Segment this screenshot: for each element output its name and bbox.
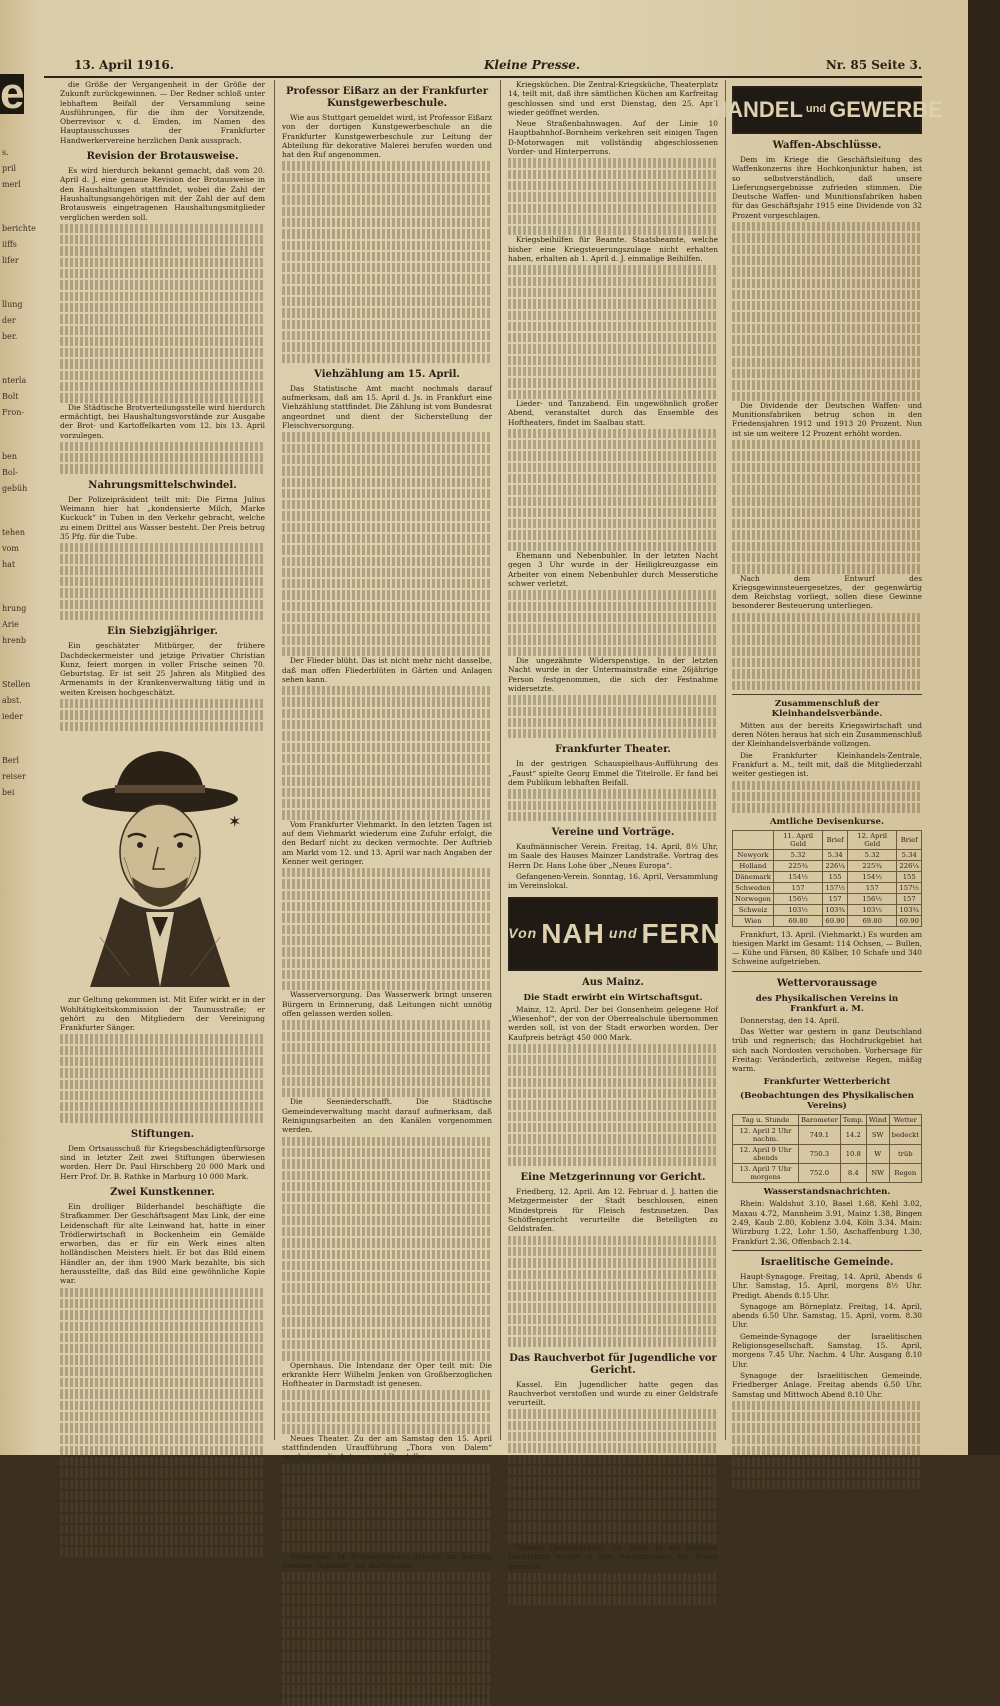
table-cell: 225¾ <box>847 860 896 871</box>
article-text: Die Dividende der Deutschen Waffen- und Munitionsfabriken betrug schon in den Friedensjahren 1912 und 1913 20 Prozent. Nun ist sie um weitere 12 Prozent erhöht worden. <box>732 400 922 438</box>
adjacent-page-fragment: iiffs <box>2 240 17 249</box>
adjacent-page-fragment: merl <box>2 180 21 189</box>
article-text: Mainz, 12. April. Der bei Gonsenheim gelegene Hof „Wiesenhof“, der von der Oberrealschule übernommen werden soll, ist von der Stadt erworben worden. Der Kaufpreis beträgt 450 000 Mark. <box>508 1004 718 1042</box>
table-cell: 226¼ <box>897 860 922 871</box>
column-1 <box>60 80 265 1440</box>
article-headline: Nahrungsmittelschwindel. <box>88 479 237 491</box>
adjacent-page-fragment: Stellen <box>2 680 31 689</box>
article-text: Mitten aus der bereits Kriegswirtschaft und deren Nöten heraus hat sich ein Zusammenschluß der Kleinhandelsverbände vollzogen. <box>732 720 922 749</box>
table-cell: 156½ <box>773 893 822 904</box>
article-text: Neues Theater. Zu der am Samstag den 15. April stattfindenden Uraufführung „Thora von Dalem“ erscheinen die Autoren und Darsteller. <box>282 1433 492 1462</box>
column-rule <box>500 80 501 1440</box>
table-cell: 157½ <box>823 882 848 893</box>
table-cell: 750.3 <box>798 1145 840 1164</box>
adjacent-page-fragment: nterla <box>2 376 27 385</box>
table-cell: Schweden <box>733 882 774 893</box>
article-text: Nach dem Entwurf des Kriegsgewinnsteuergesetzes, der gegenwärtig dem Reichstag vorliegt, sollen diese Gewinne besonderer Besteuerung unterliegen. <box>732 573 922 611</box>
article-text: Die ungezähmte Widerspenstige. In der letzten Nacht wurde in der Untermainstraße eine 26jährige Person festgenommen, die sich der Festnahme widersetzte. <box>508 656 718 693</box>
banner-word: FERN <box>641 918 722 950</box>
banner-word: NAH <box>541 918 605 950</box>
adjacent-page-fragment: vom <box>2 544 19 553</box>
article-text: Kaufmännischer Verein. Freitag, 14. April, 8½ Uhr, im Saale des Hauses Mainzer Landstraße. Vortrag des Herrn Dr. Hans Lohe über „Neues Europa“. <box>508 842 718 870</box>
article-headline: Revision der Brotausweise. <box>86 151 239 163</box>
article-text: Gefangenen-Verein. Sonntag, 16. April, Versammlung im Vereinslokal. <box>508 872 718 891</box>
table-cell: 157 <box>847 882 896 893</box>
table-cell: 8.4 <box>840 1164 866 1183</box>
issue-date: 13. April 1916. <box>74 58 174 72</box>
adjacent-page-fragment: Arie <box>2 620 19 629</box>
adjacent-page-fragment: gebüh <box>2 484 28 493</box>
article-text: zur Geltung gekommen ist. Mit Eifer wirkt er in der Wohltätigkeitskommission der Taunusstraße; er gehört zu den Mitgliedern der Vereinigung Frankfurter Sänger. <box>60 995 265 1033</box>
weather-table <box>732 1114 922 1183</box>
issue-page-number: Nr. 85 Seite 3. <box>825 58 922 72</box>
table-cell: Regen <box>889 1164 921 1183</box>
table-cell: 5.32 <box>773 849 822 860</box>
table-row <box>733 1164 922 1183</box>
article-headline: Aus Mainz. <box>582 976 644 988</box>
table-row <box>733 882 922 893</box>
table-cell: 5.34 <box>823 849 848 860</box>
article-headline: Israelitische Gemeinde. <box>760 1256 894 1268</box>
table-header-cell <box>733 830 774 849</box>
adjacent-page-fragment: berichte <box>2 224 36 233</box>
article-text: Kriegsbeihilfen für Beamte. Staatsbeamte, welche bisher eine Kriegsteuerungszulage nicht erhalten haben, erhalten ab 1. April d. J. einmalige Beihilfen. <box>508 235 718 264</box>
adjacent-page-fragment: der <box>2 316 16 325</box>
table-cell: 155 <box>897 871 922 882</box>
table-row <box>733 860 922 871</box>
article-text: Dem im Kriege die Geschäftsleitung des Waffenkonzerns ihre Hochkonjunktur haben, ist so selbstverständlich, daß unsere Lieferungsergebnisse zufrieden stimmen. Die Deutsche Waffen- und Munitionsfabriken haben für das Geschäftsjahr 1915 eine Dividende von 32 Prozent vorgeschlagen. <box>732 155 922 220</box>
article-text: Kriegsküchen. Die Zentral-Kriegsküche, Theaterplatz 14, teilt mit, daß ihre sämtlichen Küchen am Karfreitag geschlossen sind und erst Dienstag, den 25. April wieder geöffnet werden. <box>508 80 718 117</box>
adjacent-page-letter: e <box>0 69 25 118</box>
article-subheadline: des Physikalischen Vereins in Frankfurt a. M. <box>755 993 899 1014</box>
adjacent-page-fragment: pril <box>2 164 17 173</box>
article-subheadline: Die Stadt erwirbt ein Wirtschaftsgut. <box>523 992 703 1003</box>
banner-word: GEWERBE <box>829 97 943 123</box>
article-headline: Amtliche Devisenkurse. <box>770 816 884 827</box>
table-header-cell: Barometer <box>798 1115 840 1126</box>
banner-word: Von <box>508 925 538 942</box>
article-text: Friedberg, 12. April. Am 12. Februar d. J. hatten die Metzgermeister der Stadt beschlossen, einen Mindestpreis für Fleisch festzusetzen. Das Schöffengericht verurteilte die Beteiligten zu Geldstrafen. <box>508 1187 718 1234</box>
table-cell: 752.0 <box>798 1164 840 1183</box>
table-cell: 154½ <box>773 871 822 882</box>
adjacent-page-fragment: bei <box>2 788 15 797</box>
article-text: Der Polizeipräsident teilt mit: Die Firma Julius Weimann hier hat „kondensierte Milch, Marke Kuckuck“ in Tuben in den Verkehr gebracht, welche zu einem Drittel aus Wasser besteht. Der Preis betrug 35 Pfg. für die Tube. <box>60 494 265 541</box>
banner-word: und <box>608 925 638 942</box>
table-cell: 10.8 <box>840 1145 866 1164</box>
article-text: die Größe der Vergangenheit in der Größe der Zukunft zurückgewinnen. — Der Redner schloß unter lebhaftem Beifall der Versammlung seine Ausführungen, für die ihm der Vorsitzende, Oberrevisor v. d. Emden, im Namen des Hauptausschusses der Frankfurter Handwerkervereine herzlichen Dank aussprach. <box>60 80 265 145</box>
section-banner-handel-und-gewerbe <box>711 86 943 134</box>
article-headline: Waffen-Abschlüsse. <box>772 140 882 151</box>
adjacent-page-fragment: abst. <box>2 696 22 705</box>
article-text: Ein geschätzter Mitbürger, der frühere Dachdeckermeister und jetzige Privatier Christian Kunz, feiert morgen in voller Frische seinen 70. Geburtstag. Er ist seit 25 Jahren als Mitglied des Armenamts in der Krankenverwaltung tätig und in weiten Kreisen hochgeschätzt. <box>60 641 265 697</box>
article-text: Rhein: Waldshut 3.10, Basel 1.68, Kehl 3.02, Maxau 4.72, Mannheim 3.91, Mainz 1.38, Bingen 2.49, Kaub 2.80, Koblenz 3.04, Köln 3.34. Main: Würzburg 1.22, Lohr 1.50, Aschaffenburg 1.30, Frankfurt 2.36, Offenbach 2.14. <box>732 1199 922 1246</box>
table-header-cell: 11. April Geld <box>773 830 822 849</box>
article-text: Die Städtische Brotverteilungsstelle wird hierdurch ermächtigt, bei Haushaltungsvorstände zur Ausgabe der Brot- und Kartoffelkarten vom 12. bis 13. April vorzulegen. <box>60 402 265 440</box>
section-banner-von-nah-und-fern <box>508 897 722 971</box>
article-headline: Ein Siebzigjähriger. <box>107 626 218 638</box>
table-cell: 14.2 <box>840 1126 866 1145</box>
adjacent-page-fragment: ber. <box>2 332 18 341</box>
article-headline: Wasserstandsnachrichten. <box>763 1187 891 1198</box>
article-text: Synagoge am Börneplatz. Freitag, 14. April, abends 6.50 Uhr. Samstag, 15. April, vorm. 8.30 Uhr. <box>732 1301 922 1330</box>
article-text: Die Seeniederschafft. Die Städtische Gemeindeverwaltung macht darauf aufmerksam, daß Reinigungsarbeiten an den Kanälen vorgenommen werden. <box>282 1097 492 1135</box>
newspaper-title: Kleine Presse. <box>484 58 581 72</box>
table-cell: 103¾ <box>897 904 922 915</box>
table-cell: 103½ <box>773 904 822 915</box>
adjacent-page-fragment: hrung <box>2 604 27 613</box>
article-text: In der gestrigen Schauspielhaus-Aufführung des „Faust“ spielte Georg Emmel die Titelrolle. Er fand bei dem Publikum lebhaften Beifall. <box>508 759 718 787</box>
article-text: Gemeinde-Synagoge der Israelitischen Religionsgesellschaft. Samstag, 15. April, morgens 7.45 Uhr. Nachm. 4 Uhr. Ausgang 8.10 Uhr. <box>732 1331 922 1369</box>
article-headline: Vereine und Vorträge. <box>551 827 675 839</box>
table-row <box>733 893 922 904</box>
column-2 <box>282 80 492 1571</box>
adjacent-page-fragment: hrenb <box>2 636 26 645</box>
article-headline: Viehzählung am 15. April. <box>314 368 460 380</box>
article-text: Synagoge der Israelitischen Gemeinde, Friedberger Anlage. Freitag abends 6.50 Uhr. Samstag und Mittwoch Abend 8.10 Uhr. <box>732 1370 922 1399</box>
article-headline: Das Rauchverbot für Jugendliche vor Gericht. <box>509 1352 717 1376</box>
adjacent-page-stub <box>0 60 36 1440</box>
table-cell: W <box>866 1145 889 1164</box>
table-header-cell: Wetter <box>889 1115 921 1126</box>
table-cell: 155 <box>823 871 848 882</box>
table-cell: bedeckt <box>889 1126 921 1145</box>
article-text: Frankfurt, 13. April. (Viehmarkt.) Es wurden am hiesigen Markt im Gesamt: 114 Ochsen, — Bullen, — Kühe und Färsen, 80 Kälber, 10 Schafe und 340 Schweine aufgetrieben. <box>732 929 922 967</box>
table-cell: trüb <box>889 1145 921 1164</box>
adjacent-page-fragment: Fron- <box>2 408 25 417</box>
svg-text:✶: ✶ <box>228 811 242 831</box>
table-cell: 156½ <box>847 893 896 904</box>
adjacent-page-fragment: tehen <box>2 528 25 537</box>
table-cell: 69.80 <box>847 915 896 926</box>
adjacent-page-fragment: ben <box>2 452 18 461</box>
table-row <box>733 915 922 926</box>
column-rule <box>274 80 275 1440</box>
article-headline: Professor Eißarz an der Frankfurter Kunstgewerbeschule. <box>285 86 489 109</box>
table-cell: 5.32 <box>847 849 896 860</box>
adjacent-page-fragment: lifer <box>2 256 19 265</box>
table-header-cell: Wind <box>866 1115 889 1126</box>
table-cell: 157 <box>823 893 848 904</box>
adjacent-page-fragment: llung <box>2 300 23 309</box>
article-text: Das Statistische Amt macht nochmals darauf aufmerksam, daß am 15. April d. Js. in Frankfurt eine Viehzählung stattfindet. Die Zählung ist vom Bundesrat angeordnet und dient der Sicherstellung der Fleischversorgung. <box>282 383 492 431</box>
adjacent-page-fragment: Bol- <box>2 468 18 477</box>
currency-rates-table <box>732 830 922 927</box>
article-headline: Wettervoraussage <box>776 977 878 989</box>
adjacent-page-fragment: Bolt <box>2 392 19 401</box>
adjacent-page-fragment: s. <box>2 148 9 157</box>
article-text: Lieder- und Tanzabend. Ein ungewöhnlich großer Abend, veranstaltet durch das Ensemble des Hoftheaters, findet im Saalbau statt. <box>508 398 718 427</box>
article-text: Dem Ortsausschuß für Kriegsbeschädigtenfürsorge sind in letzter Zeit zwei Stiftungen überwiesen worden. Herr Dr. Paul Hirschberg 20 000 Mark und Herr Prof. Dr. B. Rathke in Marburg 10 000 Mark. <box>60 1143 265 1181</box>
table-cell: 226¼ <box>823 860 848 871</box>
article-text: Wadern (Saarbrücken), 10. April. In der hiesigen Dachfabrik wurde in den Nachtstunden ein Brand bemerkt. <box>508 1543 718 1571</box>
article-text: Das Wetter war gestern in ganz Deutschland trüb und regnerisch; das Hochdruckgebiet hat sich nach Nordosten verschoben. Vorhersage für Freitag: Veränderlich, zeitweise Regen, mäßig warm. <box>732 1027 922 1074</box>
banner-word: HANDEL <box>711 97 803 123</box>
article-subheadline: (Beobachtungen des Physikalischen Vereins) <box>740 1091 914 1112</box>
table-cell: 12. April 2 Uhr nachm. <box>733 1126 799 1145</box>
article-headline: Eine Metzgerinnung vor Gericht. <box>520 1172 706 1184</box>
article-text: Ein drolliger Bilderhandel beschäftigte die Strafkammer. Der Geschäftsagent Max Link, der eine Leidenschaft für alte Leinwand hat, hatte in einer Trödlerwirtschaft in Bockenheim ein Gemälde erworben, das er für ein Werk eines alten holländischen Meisters hielt. Er bot das Bild einem Händler an, der ihm 1900 Mark bezahlte, bis sich herausstellte, daß das Bild eine gewöhnliche Kopie war. <box>60 1201 265 1286</box>
table-cell: 13. April 7 Uhr morgens <box>733 1164 799 1183</box>
portrait-illustration <box>60 737 260 987</box>
table-cell: 157½ <box>897 882 922 893</box>
table-cell: 154½ <box>847 871 896 882</box>
article-text: Schauspiel. Im Schauspielhaus gelangt am Sonntag Goethes „Egmont“ zur Aufführung. <box>282 1551 492 1571</box>
adjacent-page-fragment: hat <box>2 560 16 569</box>
adjacent-page-fragment: Berl <box>2 756 19 765</box>
banner-word: und <box>805 103 827 116</box>
table-cell: 69.80 <box>773 915 822 926</box>
table-header-cell: Temp. <box>840 1115 866 1126</box>
table-cell: Dänemark <box>733 871 774 882</box>
article-text: Wie aus Stuttgart gemeldet wird, ist Professor Eißarz von der dortigen Kunstgewerbeschule an die Frankfurter Kunstgewerbeschule zur Leitung der Abteilung für dekorative Malerei berufen worden und hat den Ruf angenommen. <box>282 113 492 160</box>
table-cell: 12. April 9 Uhr abends <box>733 1145 799 1164</box>
table-cell: 69.90 <box>897 915 922 926</box>
table-cell: 225¾ <box>773 860 822 871</box>
table-cell: NW <box>866 1164 889 1183</box>
article-text: Haupt-Synagoge. Freitag, 14. April, Abends 6 Uhr. Samstag, 15. April, morgens 8½ Uhr. Predigt. Abends 8.15 Uhr. <box>732 1271 922 1300</box>
table-cell: 103¾ <box>823 904 848 915</box>
table-cell: Schweiz <box>733 904 774 915</box>
article-headline: Stiftungen. <box>130 1128 195 1140</box>
article-text: Der Flieder blüht. Das ist nicht mehr nicht dasselbe, daß man offen Fliederblüten in Gärten und Anlagen sehen kann. <box>282 656 492 684</box>
table-cell: Newyork <box>733 849 774 860</box>
table-cell: Norwegen <box>733 893 774 904</box>
table-row <box>733 904 922 915</box>
table-cell: 5.34 <box>897 849 922 860</box>
article-text: Es wird hierdurch bekannt gemacht, daß vom 20. April d. J. eine genaue Revision der Brotausweise in den Haushaltungen stattfindet, wobei die Zahl der Haushaltungsangehörigen mit der Zahl der auf dem Brotausweis eingetragenen Haushaltungsmitglieder verglichen werden soll. <box>60 166 265 222</box>
table-cell: 749.1 <box>798 1126 840 1145</box>
article-headline: Frankfurter Wetterbericht <box>763 1077 891 1088</box>
column-rule <box>725 80 726 1440</box>
table-header-cell: Tag u. Stunde <box>733 1115 799 1126</box>
table-row <box>733 1126 922 1145</box>
table-row <box>733 849 922 860</box>
article-headline: Frankfurter Theater. <box>555 744 671 756</box>
table-cell: Wien <box>733 915 774 926</box>
article-text: Ehemann und Nebenbuhler. In der letzten Nacht gegen 3 Uhr wurde in der Heiligkreuzgasse ein Arbeiter von einem Nebenbuhler durch Messerstiche schwer verletzt. <box>508 551 718 588</box>
table-cell: Holland <box>733 860 774 871</box>
table-row <box>733 1145 922 1164</box>
table-header-cell: Brief <box>823 830 848 849</box>
table-cell: 157 <box>897 893 922 904</box>
article-text: Donnerstag, den 14. April. <box>740 1015 840 1025</box>
column-3 <box>508 80 722 1571</box>
adjacent-page-fragments <box>0 148 36 798</box>
binding-edge <box>968 0 1000 1455</box>
article-text: Neue Straßenbahnwagen. Auf der Linie 10 Hauptbahnhof–Bornheim verkehren seit einigen Tagen D-Motorwagen mit vollständig abgeschlossenen Vorder- und Hinterperrons. <box>508 119 718 157</box>
column-4 <box>711 80 943 1440</box>
article-headline: Zusammenschluß der Kleinhandelsverbände. <box>771 698 883 719</box>
adjacent-page-fragment: reiser <box>2 772 26 781</box>
article-text: Kassel. Ein Jugendlicher hatte gegen das Rauchverbot verstoßen und wurde zu einer Geldstrafe verurteilt. <box>508 1379 718 1408</box>
adjacent-page-fragment: ieder <box>2 712 23 721</box>
article-headline: Zwei Kunstkenner. <box>110 1186 215 1198</box>
table-cell: SW <box>866 1126 889 1145</box>
page-header <box>44 58 922 78</box>
table-header-cell: Brief <box>897 830 922 849</box>
article-text: Wasserversorgung. Das Wasserwerk bringt unseren Bürgern in Erinnerung, daß Leitungen nicht unnötig offen gelassen werden sollen. <box>282 990 492 1019</box>
article-text: Vom Frankfurter Viehmarkt. In den letzten Tagen ist auf dem Viehmarkt wiederum eine Zufuhr erfolgt, die den Bedarf nicht zu decken vermochte. Der Auftrieb am Markt vom 12. und 13. April war nach Angaben der Kenner weit geringer. <box>282 819 492 866</box>
table-cell: 103½ <box>847 904 896 915</box>
table-row <box>733 871 922 882</box>
table-cell: 157 <box>773 882 822 893</box>
table-header-cell: 12. April Geld <box>847 830 896 849</box>
table-cell: 69.90 <box>823 915 848 926</box>
article-text: Die Frankfurter Kleinhandels-Zentrale, Frankfurt a. M., teilt mit, daß die Mitgliederzahl weiter gestiegen ist. <box>732 750 922 779</box>
article-text: Opernhaus. Die Intendanz der Oper teilt mit: Die erkrankte Herr Wilhelm Jenken von Großherzoglichen Hoftheater in Darmstadt ist genesen. <box>282 1360 492 1389</box>
